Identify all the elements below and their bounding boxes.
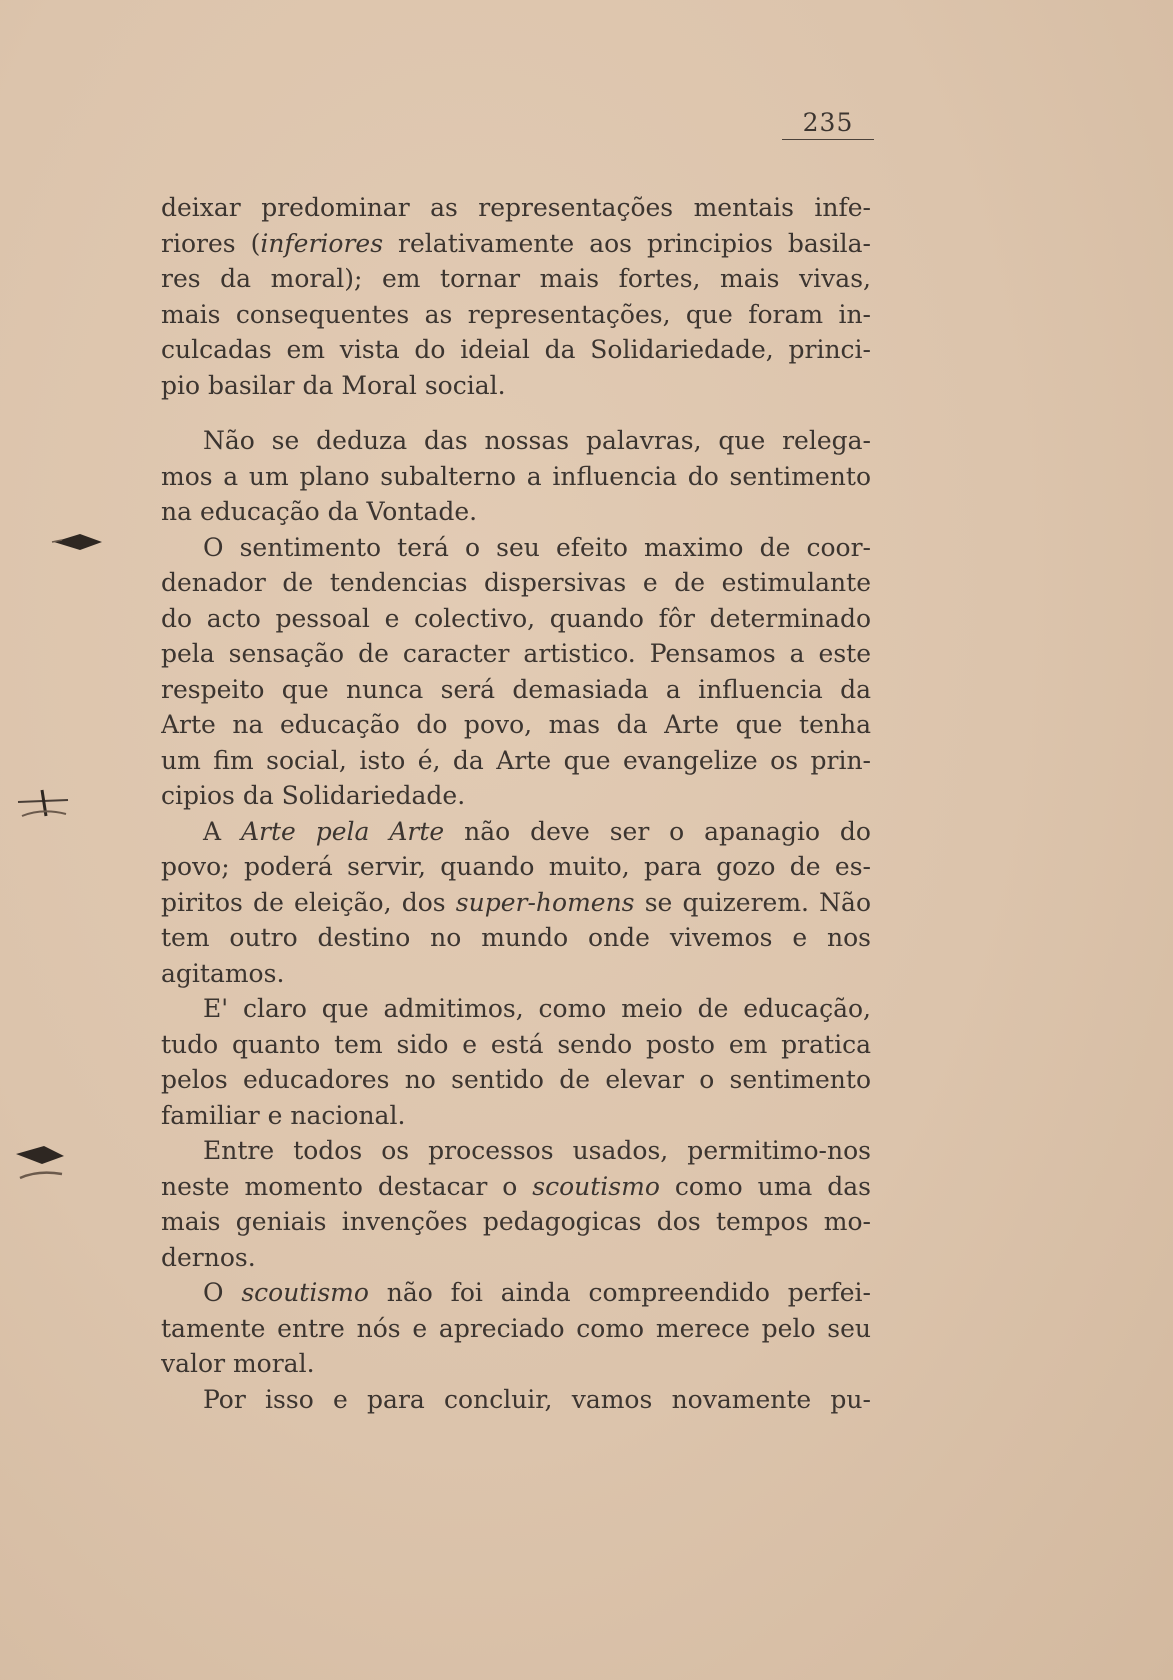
text-line xyxy=(161,1169,871,1205)
text-line: res da moral); em tornar mais fortes, mais vivas, xyxy=(161,264,871,293)
text-line: dernos. xyxy=(161,1242,256,1272)
text-run: A xyxy=(203,816,241,846)
text-line: Não se deduza das nossas palavras, que relega- xyxy=(203,426,871,455)
text-line xyxy=(161,226,871,262)
text-line: O sentimento terá o seu efeito maximo de coor- xyxy=(203,532,871,562)
text-run: neste momento destacar o xyxy=(161,1171,533,1201)
text-line: E' claro que admitimos, como meio de educação, xyxy=(203,994,871,1023)
binding-hole-mark xyxy=(8,1140,70,1190)
text-line: tamente entre nós e apreciado como merece pelo seu xyxy=(161,1313,871,1343)
text-line: um fim social, isto é, da Arte que evangelize os prin- xyxy=(161,745,871,775)
text-run: se quizerem. Não xyxy=(634,887,871,917)
text-line: culcadas em vista do ideial da Solidariedade, princi- xyxy=(161,335,871,364)
paragraph-gap xyxy=(161,403,871,423)
text-line: Arte na educação do povo, mas da Arte que tenha xyxy=(161,710,871,739)
text-line: Por isso e para concluir, vamos novamente pu- xyxy=(203,1384,871,1414)
paragraph xyxy=(161,423,871,530)
text-line: cipios da Solidariedade. xyxy=(161,781,466,810)
text-line: pio basilar da Moral social. xyxy=(161,370,506,400)
text-line: tudo quanto tem sido e está sendo posto em pratica xyxy=(161,1029,871,1059)
text-line: respeito que nunca será demasiada a influencia da xyxy=(161,674,871,704)
italic-text: Arte pela Arte xyxy=(240,816,445,846)
paragraph xyxy=(161,1275,871,1382)
paragraph xyxy=(161,814,871,992)
text-line: mos a um plano subalterno a influencia do sentimento xyxy=(161,461,871,491)
paragraph xyxy=(161,991,871,1133)
text-line: deixar predominar as representações mentais infe- xyxy=(161,193,871,222)
text-line: do acto pessoal e colectivo, quando fôr determinado xyxy=(161,603,871,633)
binding-hole-mark xyxy=(50,528,106,556)
paragraph xyxy=(161,190,871,403)
text-run: relativamente aos principios basila- xyxy=(383,228,871,258)
text-line: valor moral. xyxy=(161,1349,315,1378)
binding-hole-mark xyxy=(12,786,74,826)
text-run: piritos de eleição, dos xyxy=(161,887,456,917)
text-line xyxy=(161,814,871,850)
italic-text: inferiores xyxy=(260,228,384,258)
text-run: não deve ser o apanagio do xyxy=(444,816,871,846)
text-line: mais geniais invenções pedagogicas dos tempos mo- xyxy=(161,1207,871,1236)
text-line xyxy=(161,1275,871,1311)
paragraph xyxy=(161,1133,871,1275)
paragraph xyxy=(161,530,871,814)
text-run: O xyxy=(203,1278,242,1307)
text-line: na educação da Vontade. xyxy=(161,497,478,526)
text-line: povo; poderá servir, quando muito, para gozo de es- xyxy=(161,852,871,881)
text-line xyxy=(161,885,871,921)
italic-text: scoutismo xyxy=(532,1171,660,1201)
text-line: pelos educadores no sentido de elevar o sentimento xyxy=(161,1065,871,1094)
text-line: tem outro destino no mundo onde vivemos e nos xyxy=(161,923,871,952)
paragraph xyxy=(161,1382,871,1418)
text-line: agitamos. xyxy=(161,958,285,988)
text-line: denador de tendencias dispersivas e de estimulante xyxy=(161,568,871,597)
italic-text: scoutismo xyxy=(241,1278,369,1307)
text-run: como uma das xyxy=(659,1171,871,1201)
text-line: Entre todos os processos usados, permitimo-nos xyxy=(203,1136,871,1165)
italic-text: super-homens xyxy=(455,887,635,917)
text-line: mais consequentes as representações, que foram in- xyxy=(161,299,871,329)
text-line: familiar e nacional. xyxy=(161,1100,406,1130)
body-text xyxy=(161,190,871,1417)
text-run: riores ( xyxy=(161,228,261,258)
page-number: 235 xyxy=(782,108,874,140)
text-run: não foi ainda compreendido perfei- xyxy=(368,1278,871,1307)
text-line: pela sensação de caracter artistico. Pensamos a este xyxy=(161,639,871,668)
